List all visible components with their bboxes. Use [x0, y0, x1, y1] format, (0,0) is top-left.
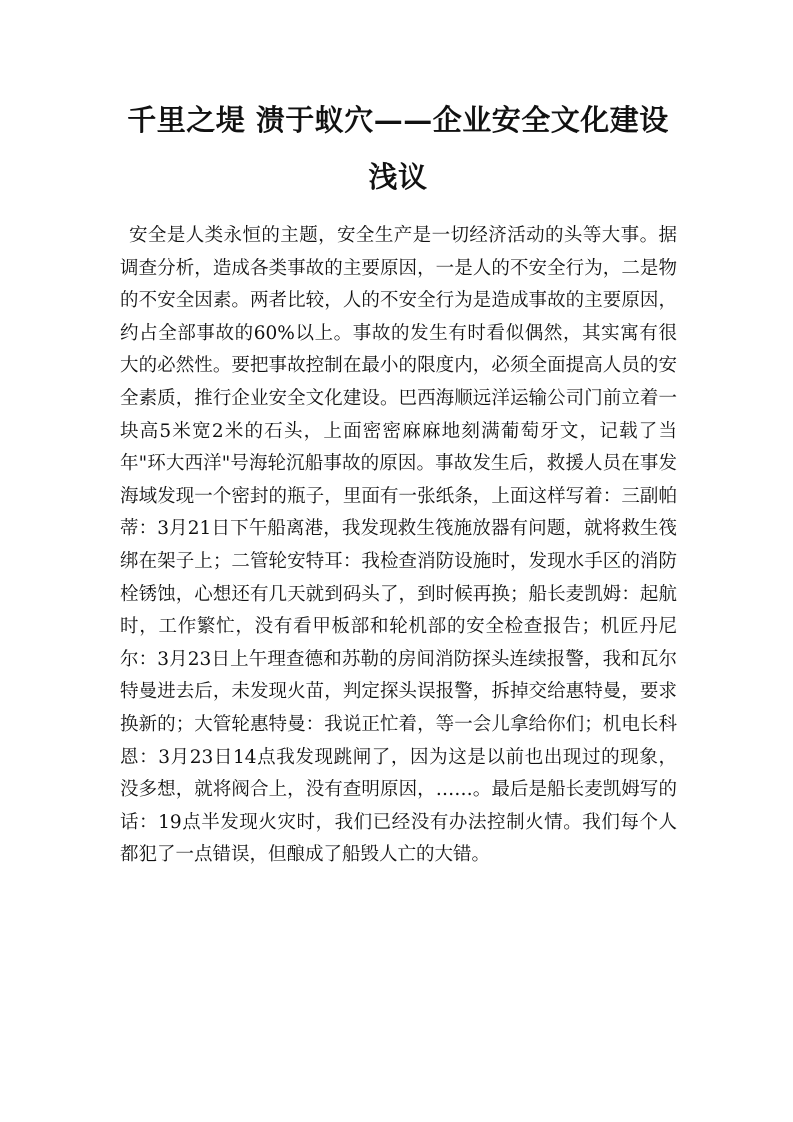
document-title: 千里之堤 溃于蚁穴——企业安全文化建设浅议 [127, 103, 669, 194]
document-body-paragraph: 安全是人类永恒的主题，安全生产是一切经济活动的头等大事。据调查分析，造成各类事故的主要原因，一是人的不安全行为，二是物的不安全因素。两者比较，人的不安全行为是造成事故的主要原因，约占全部事故的60%以上。事故的发生有时看似偶然，其实寓有很大的必然性。要把事故控制在最小的限度内，必须全面提高人员的安全素质，推行企业安全文化建设。巴西海顺远洋运输公司门前立着一块高5米宽2米的石头，上面密密麻麻地刻满葡萄牙文，记载了当年"环大西洋"号海轮沉船事故的原因。事故发生后，救援人员在事发海域发现一个密封的瓶子，里面有一张纸条，上面这样写着：三副帕蒂：3月21日下午船离港，我发现救生筏施放器有问题，就将救生筏绑在架子上；二管轮安特耳：我检查消防设施时，发现水手区的消防栓锈蚀，心想还有几天就到码头了，到时候再换；船长麦凯姆：起航时，工作繁忙，没有看甲板部和轮机部的安全检查报告；机匠丹尼尔：3月23日上午理查德和苏勒的房间消防探头连续报警，我和瓦尔特曼进去后，未发现火苗，判定探头误报警，拆掉交给惠特曼，要求换新的；大管轮惠特曼：我说正忙着，等一会儿拿给你们；机电长科恩：3月23日14点我发现跳闸了，因为这是以前也出现过的现象，没多想，就将阀合上，没有查明原因，……。最后是船长麦凯姆写的话：19点半发现火灾时，我们已经没有办法控制火情。我们每个人都犯了一点错误，但酿成了船毁人亡的大错。 [120, 225, 677, 866]
